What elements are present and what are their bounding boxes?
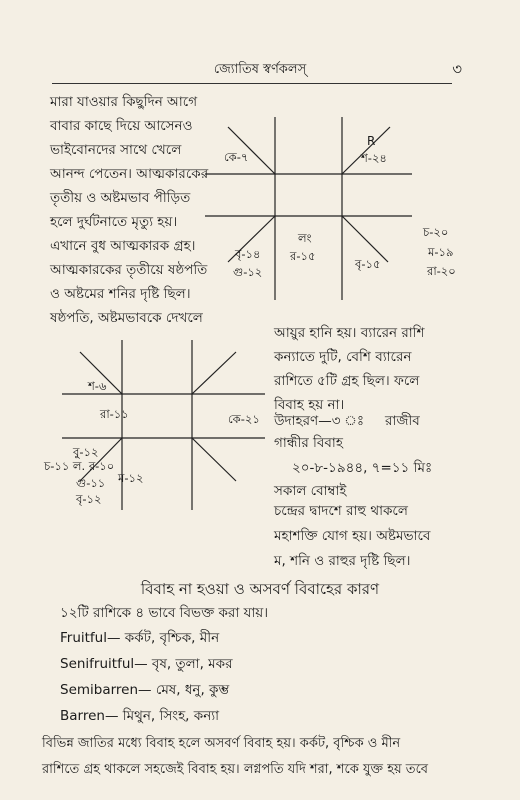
text-line: ও অষ্টমের শনির দৃষ্টি ছিল। — [50, 286, 191, 302]
chart1-label: বৃ-১৫ — [355, 257, 381, 271]
example-name-second: গান্ধীর বিবাহ — [274, 435, 343, 451]
list-item: Semibarren— মেষ, ধনু, কুম্ভ — [60, 682, 230, 698]
chart2-label: রা-১১ — [100, 407, 129, 421]
intro-line: ১২টি রাশিকে ৪ ভাবে বিভক্ত করা যায়। — [60, 605, 269, 621]
closing-paragraph — [42, 731, 428, 783]
chart1-label: ম-১৯ — [428, 245, 454, 259]
text-line: ষষ্ঠপতি, অষ্টমভাবকে দেখলে — [50, 310, 203, 326]
chart1-label: র-১৫ — [290, 249, 316, 263]
chart1-label: চ-২০ — [423, 225, 449, 239]
example-birth-date: ২০-৮-১৯৪৪, ৭=১১ মিঃ — [292, 460, 433, 476]
chart1-label: গু-১২ — [233, 265, 263, 279]
text-line: আনন্দ পেতেন। আত্মকারকের — [50, 166, 209, 182]
text-line: বাবার কাছে দিয়ে আসেনও — [50, 118, 193, 134]
chart2-label: বৃ-১২ — [76, 492, 102, 506]
chart2-label: শ-৬ — [88, 379, 107, 393]
section-heading: বিবাহ না হওয়া ও অসবর্ণ বিবাহের কারণ — [140, 580, 380, 598]
text-line: রাশিতে গ্রহ থাকলে সহজেই বিবাহ হয়। লগ্নপতি যদি শরা, শকে যুক্ত হয় তবে — [42, 762, 429, 777]
text-line: হলে দুর্ঘটনাতে মৃত্যু হয়। — [50, 214, 178, 230]
text-line: বিবাহ হয় না। — [274, 397, 345, 413]
sign-group-list — [60, 625, 233, 729]
text-line: আত্মকারকের তৃতীয়ে ষষ্ঠপতি — [50, 262, 208, 278]
chart1-label: লং — [298, 231, 312, 245]
text-line: মহাশক্তি যোগ হয়। অষ্টমভাবে — [274, 528, 431, 544]
list-item: Senifruitful— বৃষ, তুলা, মকর — [60, 656, 233, 672]
text-line: ভাইবোনদের সাথে খেলে — [50, 142, 182, 158]
example-label: উদাহরণ—৩ ঃ — [274, 413, 365, 429]
right-paragraph — [274, 321, 425, 417]
list-item: Barren— মিথুন, সিংহ, কন্যা — [60, 708, 220, 724]
chart2-label: ম-১২ — [118, 471, 144, 485]
chart1-label: কে-৭ — [224, 150, 249, 164]
example-name-first: রাজীব — [385, 413, 420, 429]
text-line: বিভিন্ন জাতির মধ্যে বিবাহ হলে অসবর্ণ বিবাহ হয়। কর্কট, বৃশ্চিক ও মীন — [42, 736, 401, 751]
text-line: আয়ুর হানি হয়। ব্যারেন রাশি — [274, 325, 425, 341]
chart2-label: কে-২১ — [228, 412, 260, 426]
chart1-label: রা-২০ — [427, 264, 456, 278]
text-line: তৃতীয় ও অষ্টমভাব পীড়িত — [50, 190, 191, 206]
text-line: রাশিতে ৫টি গ্রহ ছিল। ফলে — [274, 373, 420, 389]
text-line: ম, শনি ও রাহুর দৃষ্টি ছিল। — [274, 553, 411, 569]
example-paragraph — [274, 499, 430, 574]
chart2-line — [192, 352, 236, 394]
chart2-line — [192, 438, 236, 481]
list-item: Fruitful— কর্কট, বৃশ্চিক, মীন — [60, 630, 220, 646]
chart2-label: গু-১১ — [76, 476, 106, 490]
chart1-label: বৃ-১৪ — [235, 247, 261, 261]
text-line: কন্যাতে দুটি, বেশি ব্যারেন — [274, 349, 412, 365]
running-title: জ্যোতিষ স্বর্ণকলস্ — [213, 62, 307, 77]
chart2-label: চ-১১ ল. র-১০ — [44, 459, 115, 473]
page-number: ৩ — [452, 60, 462, 78]
chart2-label: বু-১২ — [73, 445, 99, 459]
text-line: চন্দ্রের দ্বাদশে রাহু থাকলে — [274, 503, 408, 519]
chart1-retro-mark: R — [367, 134, 376, 148]
text-line: মারা যাওয়ার কিছুদিন আগে — [50, 94, 198, 110]
text-line: এখানে বুধ আত্মকারক গ্রহ। — [50, 238, 196, 254]
chart1-label: শ-২৪ — [361, 151, 387, 165]
example-birth-place: সকাল বোম্বাই — [274, 483, 347, 499]
